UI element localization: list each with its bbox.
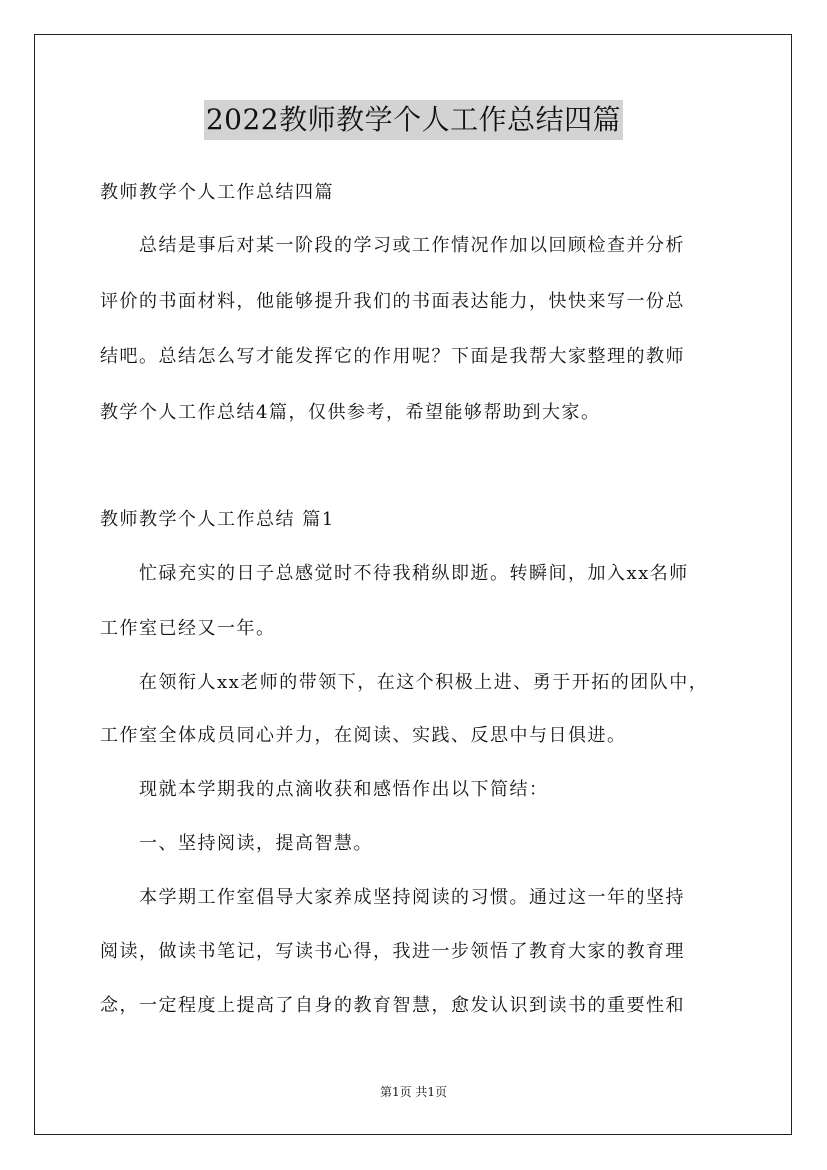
paragraph-line: 工作室全体成员同心并力，在阅读、实践、反思中与日俱进。: [100, 725, 627, 746]
paragraph-line: 工作室已经又一年。: [100, 618, 276, 639]
paragraph-line: 评价的书面材料，他能够提升我们的书面表达能力，快快来写一份总: [100, 291, 685, 312]
section-heading: 教师教学个人工作总结 篇1: [100, 509, 335, 530]
paragraph-line: 本学期工作室倡导大家养成坚持阅读的习惯。通过这一年的坚持: [100, 887, 685, 908]
paragraph-line: 结吧。总结怎么写才能发挥它的作用呢？下面是我帮大家整理的教师: [100, 346, 685, 367]
paragraph-line: 阅读，做读书笔记，写读书心得，我进一步领悟了教育大家的教育理: [100, 941, 685, 962]
title-container: [0, 100, 827, 140]
paragraph-line: 一、坚持阅读，提高智慧。: [100, 833, 373, 854]
paragraph-line: 忙碌充实的日子总感觉时不待我稍纵即逝。转瞬间，加入xx名师: [100, 563, 689, 584]
page-footer: 第1页 共1页: [379, 1085, 448, 1099]
paragraph-line: 总结是事后对某一阶段的学习或工作情况作加以回顾检查并分析: [100, 235, 685, 256]
paragraph-line: 现就本学期我的点滴收获和感悟作出以下简结：: [100, 779, 549, 800]
paragraph-line: 教学个人工作总结4篇，仅供参考，希望能够帮助到大家。: [100, 402, 601, 423]
subtitle-line: 教师教学个人工作总结四篇: [100, 182, 334, 203]
document-title: 2022教师教学个人工作总结四篇: [204, 100, 623, 140]
paragraph-line: 在领衔人xx老师的带领下，在这个积极上进、勇于开拓的团队中，: [100, 672, 709, 693]
paragraph-line: 念，一定程度上提高了自身的教育智慧，愈发认识到读书的重要性和: [100, 995, 685, 1016]
